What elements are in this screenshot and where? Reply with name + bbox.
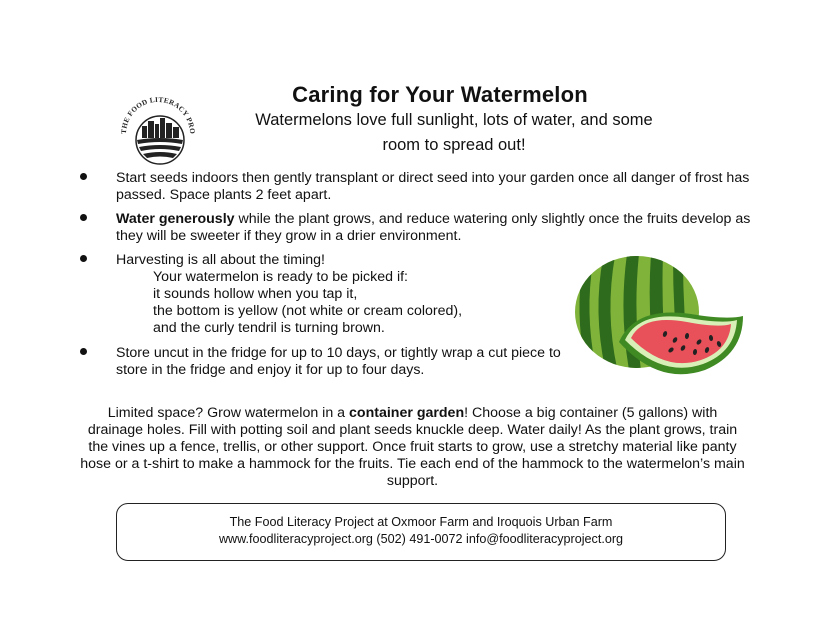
- tip-store-text: Store uncut in the fridge for up to 10 days, or tightly wrap a cut piece to store in the fridge and enjoy it for up to four days.: [116, 345, 561, 378]
- container-garden-paragraph: [80, 405, 745, 490]
- tip-water-bold: Water generously: [116, 211, 235, 227]
- contact-footer-box: [116, 503, 726, 561]
- harvest-subline: and the curly tendril is turning brown.: [153, 320, 385, 336]
- subtitle-line-1: Watermelons love full sunlight, lots of water, and some: [255, 111, 653, 129]
- subtitle-line-2: room to spread out!: [382, 136, 526, 154]
- tip-water-text: while the plant grows, and reduce watering only slightly once the fruits develop as they will be sweeter if they grow in a drier environment.: [116, 211, 751, 244]
- bullet-icon: [80, 255, 87, 262]
- container-text-after: ! Choose a big container (5 gallons) with drainage holes. Fill with potting soil and plant seeds knuckle deep. Water daily! As the plant grows, train the vines up a fence, trellis, or other support. Once fruit starts to grow, use a stretchy material like panty hose or a t-shirt to make a hammock for the fruits. Tie each end of the hammock to the watermelon’s main support.: [80, 405, 745, 489]
- footer-contact-info: www.foodliteracyproject.org (502) 491-0072 info@foodliteracyproject.org: [218, 532, 624, 546]
- food-literacy-project-logo-icon: [112, 92, 204, 166]
- logo-text: THE FOOD LITERACY PRO: [119, 95, 197, 135]
- harvest-subline: the bottom is yellow (not white or cream colored),: [153, 303, 463, 319]
- list-item: [80, 170, 756, 204]
- container-garden-bold: container garden: [349, 405, 465, 421]
- list-item: [80, 252, 616, 337]
- page-subtitle: [212, 108, 696, 158]
- container-text-before: Limited space? Grow watermelon in a: [107, 405, 350, 421]
- tip-harvest-text: Harvesting is all about the timing!: [116, 252, 325, 268]
- bullet-icon: [80, 348, 87, 355]
- page-title: Caring for Your Watermelon: [292, 82, 588, 107]
- harvest-subline: Your watermelon is ready to be picked if:: [153, 269, 408, 285]
- tip-seed-text: Start seeds indoors then gently transplant or direct seed into your garden once all danger of frost has passed. Space plants 2 feet apart.: [116, 170, 750, 203]
- harvest-subline: it sounds hollow when you tap it,: [153, 286, 358, 302]
- footer-organization: The Food Literacy Project at Oxmoor Farm and Iroquois Urban Farm: [229, 515, 613, 529]
- list-item: [80, 345, 562, 379]
- list-item: [80, 211, 756, 245]
- watermelon-illustration-icon: [575, 254, 750, 384]
- bullet-icon: [80, 173, 87, 180]
- bullet-icon: [80, 214, 87, 221]
